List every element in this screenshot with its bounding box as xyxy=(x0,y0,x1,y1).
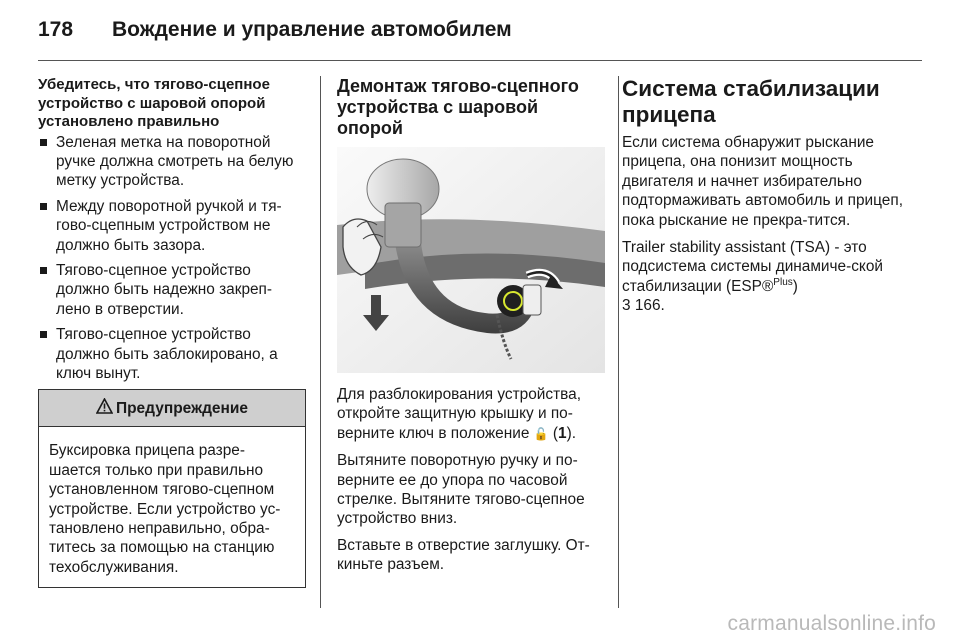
page-number: 178 xyxy=(38,18,74,41)
removal-heading: Демонтаж тягово-сцепного устройства с шаровой опорой xyxy=(337,76,579,138)
chapter-title: Вождение и управление автомобилем xyxy=(112,18,512,41)
unlock-paragraph: Для разблокирования устройства, откройте защитную крышку и по-верните ключ в положение 🔓 (1). xyxy=(337,386,581,442)
warning-header xyxy=(39,390,305,427)
warning-text: Буксировка прицепа разре-шается только при правильно установленном тягово-сцепном устройстве. Если устройство ус-тановлено неправильно, обра-титесь за помощью на станцию техобслуживания. xyxy=(49,442,281,576)
lock-open-icon: 🔓 xyxy=(533,426,549,441)
tsa-paragraph: Trailer stability assistant (TSA) - это подсистема системы динамиче-ской стабилизации (ESP®$^{Plus}$) 3 166. xyxy=(622,239,883,315)
header-divider xyxy=(38,60,922,61)
list-item: Между поворотной ручкой и тя-гово-сцепным устройством не должно быть зазора. xyxy=(38,197,306,255)
column-2 xyxy=(337,76,607,582)
towbar-removal-illustration xyxy=(337,147,605,373)
pull-paragraph: Вытяните поворотную ручку и по-верните ее до упора по часовой стрелке. Вытяните тягово-сцепное устройство вниз. xyxy=(337,452,585,528)
check-list xyxy=(38,133,306,384)
column-3 xyxy=(622,76,918,324)
page-header xyxy=(38,18,512,48)
list-item: Тягово-сцепное устройство должно быть надежно закреп-лено в отверстии. xyxy=(38,261,306,319)
page-ref[interactable]: 166. xyxy=(630,297,665,315)
warning-title: Предупреждение xyxy=(115,399,249,417)
column-divider-1 xyxy=(320,76,321,608)
warning-triangle-icon xyxy=(96,398,113,418)
stability-heading: Система стабилизации прицепа xyxy=(622,76,880,127)
stability-paragraph: Если система обнаружит рыскание прицепа, она понизит мощность двигателя и начнет избирательно подтормаживать автомобиль и прицеп, пока рыскание не прекра-тится. xyxy=(622,134,903,229)
list-item: Зеленая метка на поворотной ручке должна смотреть на белую метку устройства. xyxy=(38,133,306,191)
column-1 xyxy=(38,76,306,588)
plug-paragraph: Вставьте в отверстие заглушку. От-киньте разъем. xyxy=(337,536,590,574)
watermark: carmanualsonline.info xyxy=(727,612,936,635)
check-subheading: Убедитесь, что тягово-сцепное устройство с шаровой опорой установлено правильно xyxy=(38,76,270,130)
warning-box xyxy=(38,389,306,588)
page-ref-icon: 3 xyxy=(622,297,631,315)
list-item: Тягово-сцепное устройство должно быть заблокировано, а ключ вынут. xyxy=(38,325,306,383)
column-divider-2 xyxy=(618,76,619,608)
